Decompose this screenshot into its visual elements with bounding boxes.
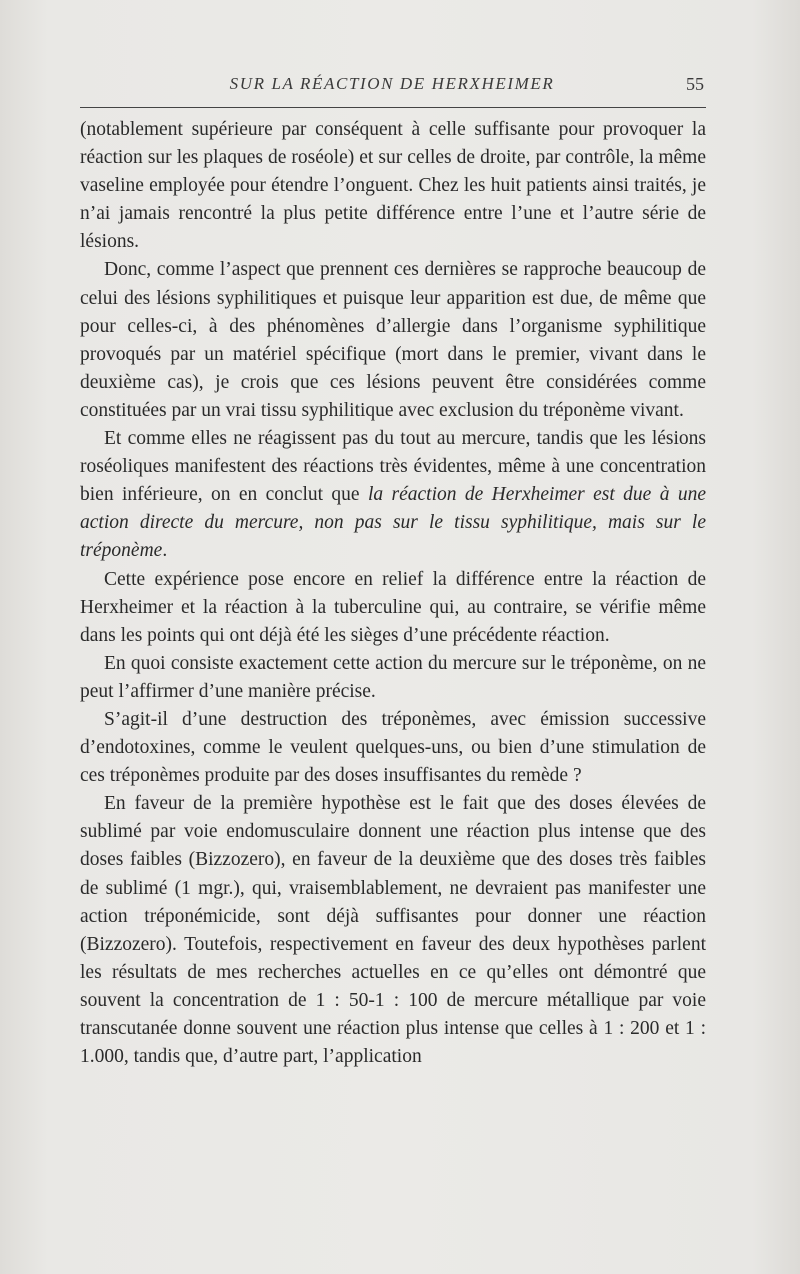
paragraph-3-lead: Et comme elles ne réagissent pas du tout au mercure, tandis que les lésions roséoliques manifestent des réactions très évidentes, même à une concentration bien inférieure, on en conclut que — [80, 428, 706, 506]
paragraph-1: (notablement supérieure par conséquent à celle suffisante pour provoquer la réaction sur les plaques de roséole) et sur celles de droite, par contrôle, la même vaseline employée pour étendre l’onguent. Chez les huit patients ainsi traités, je n’ai jamais rencontré la plus petite différence entre l’une et l’autre série de lésions. — [80, 119, 706, 253]
paragraph-2: Donc, comme l’aspect que prennent ces dernières se rapproche beaucoup de celui des lésions syphilitiques et puisque leur apparition est due, de même que pour celles-ci, à des phénomènes d’allergie dans l’organisme syphilitique provoqués par un matériel spécifique (mort dans le premier, vivant dans le deuxième cas), je crois que ces lésions peuvent être considérées comme constituées par un vrai tissu syphilitique avec exclusion du tréponème vivant. — [80, 259, 706, 421]
paragraph-3-italic-conclusion: la réaction de Herxheimer est due à une action directe du mercure, non pas sur le tissu syphilitique, mais sur le tréponème — [80, 484, 706, 562]
header-rule — [80, 107, 706, 108]
page-number: 55 — [686, 74, 704, 94]
running-head — [78, 72, 706, 98]
body-text — [80, 116, 706, 1071]
paragraph-3 — [80, 425, 706, 565]
paragraph-6: S’agit-il d’une destruction des tréponèmes, avec émission successive d’endotoxines, comme le veulent quelques-uns, ou bien d’une stimulation de ces tréponèmes produite par des doses insuffisantes du remède ? — [80, 708, 706, 787]
paragraph-5: En quoi consiste exactement cette action du mercure sur le tréponème, on ne peut l’affirmer d’une manière précise. — [80, 652, 706, 702]
running-title: SUR LA RÉACTION DE HERXHEIMER — [229, 74, 555, 93]
paragraph-7: En faveur de la première hypothèse est le fait que des doses élevées de sublimé par voie endomusculaire donnent une réaction plus intense que des doses faibles (Bizzozero), en faveur de la deuxième que des doses très faibles de sublimé (1 mgr.), qui, vraisemblablement, ne devraient pas manifester une action tréponémicide, sont déjà suffisantes pour donner une réaction (Bizzozero). Toutefois, respectivement en faveur des deux hypothèses parlent les résultats de mes recherches actuelles en ce qu’elles ont démontré que souvent la concentration de 1 : 50-1 : 100 de mercure métallique par voie transcutanée donne souvent une réaction plus intense que celles à 1 : 200 et 1 : 1.000, tandis que, d’autre part, l’application — [80, 793, 706, 1068]
paragraph-3-tail: . — [162, 540, 168, 562]
paragraph-4: Cette expérience pose encore en relief la différence entre la réaction de Herxheimer et la réaction à la tuberculine qui, au contraire, se vérifie même dans les points qui ont déjà été les sièges d’une précédente réaction. — [80, 568, 706, 646]
